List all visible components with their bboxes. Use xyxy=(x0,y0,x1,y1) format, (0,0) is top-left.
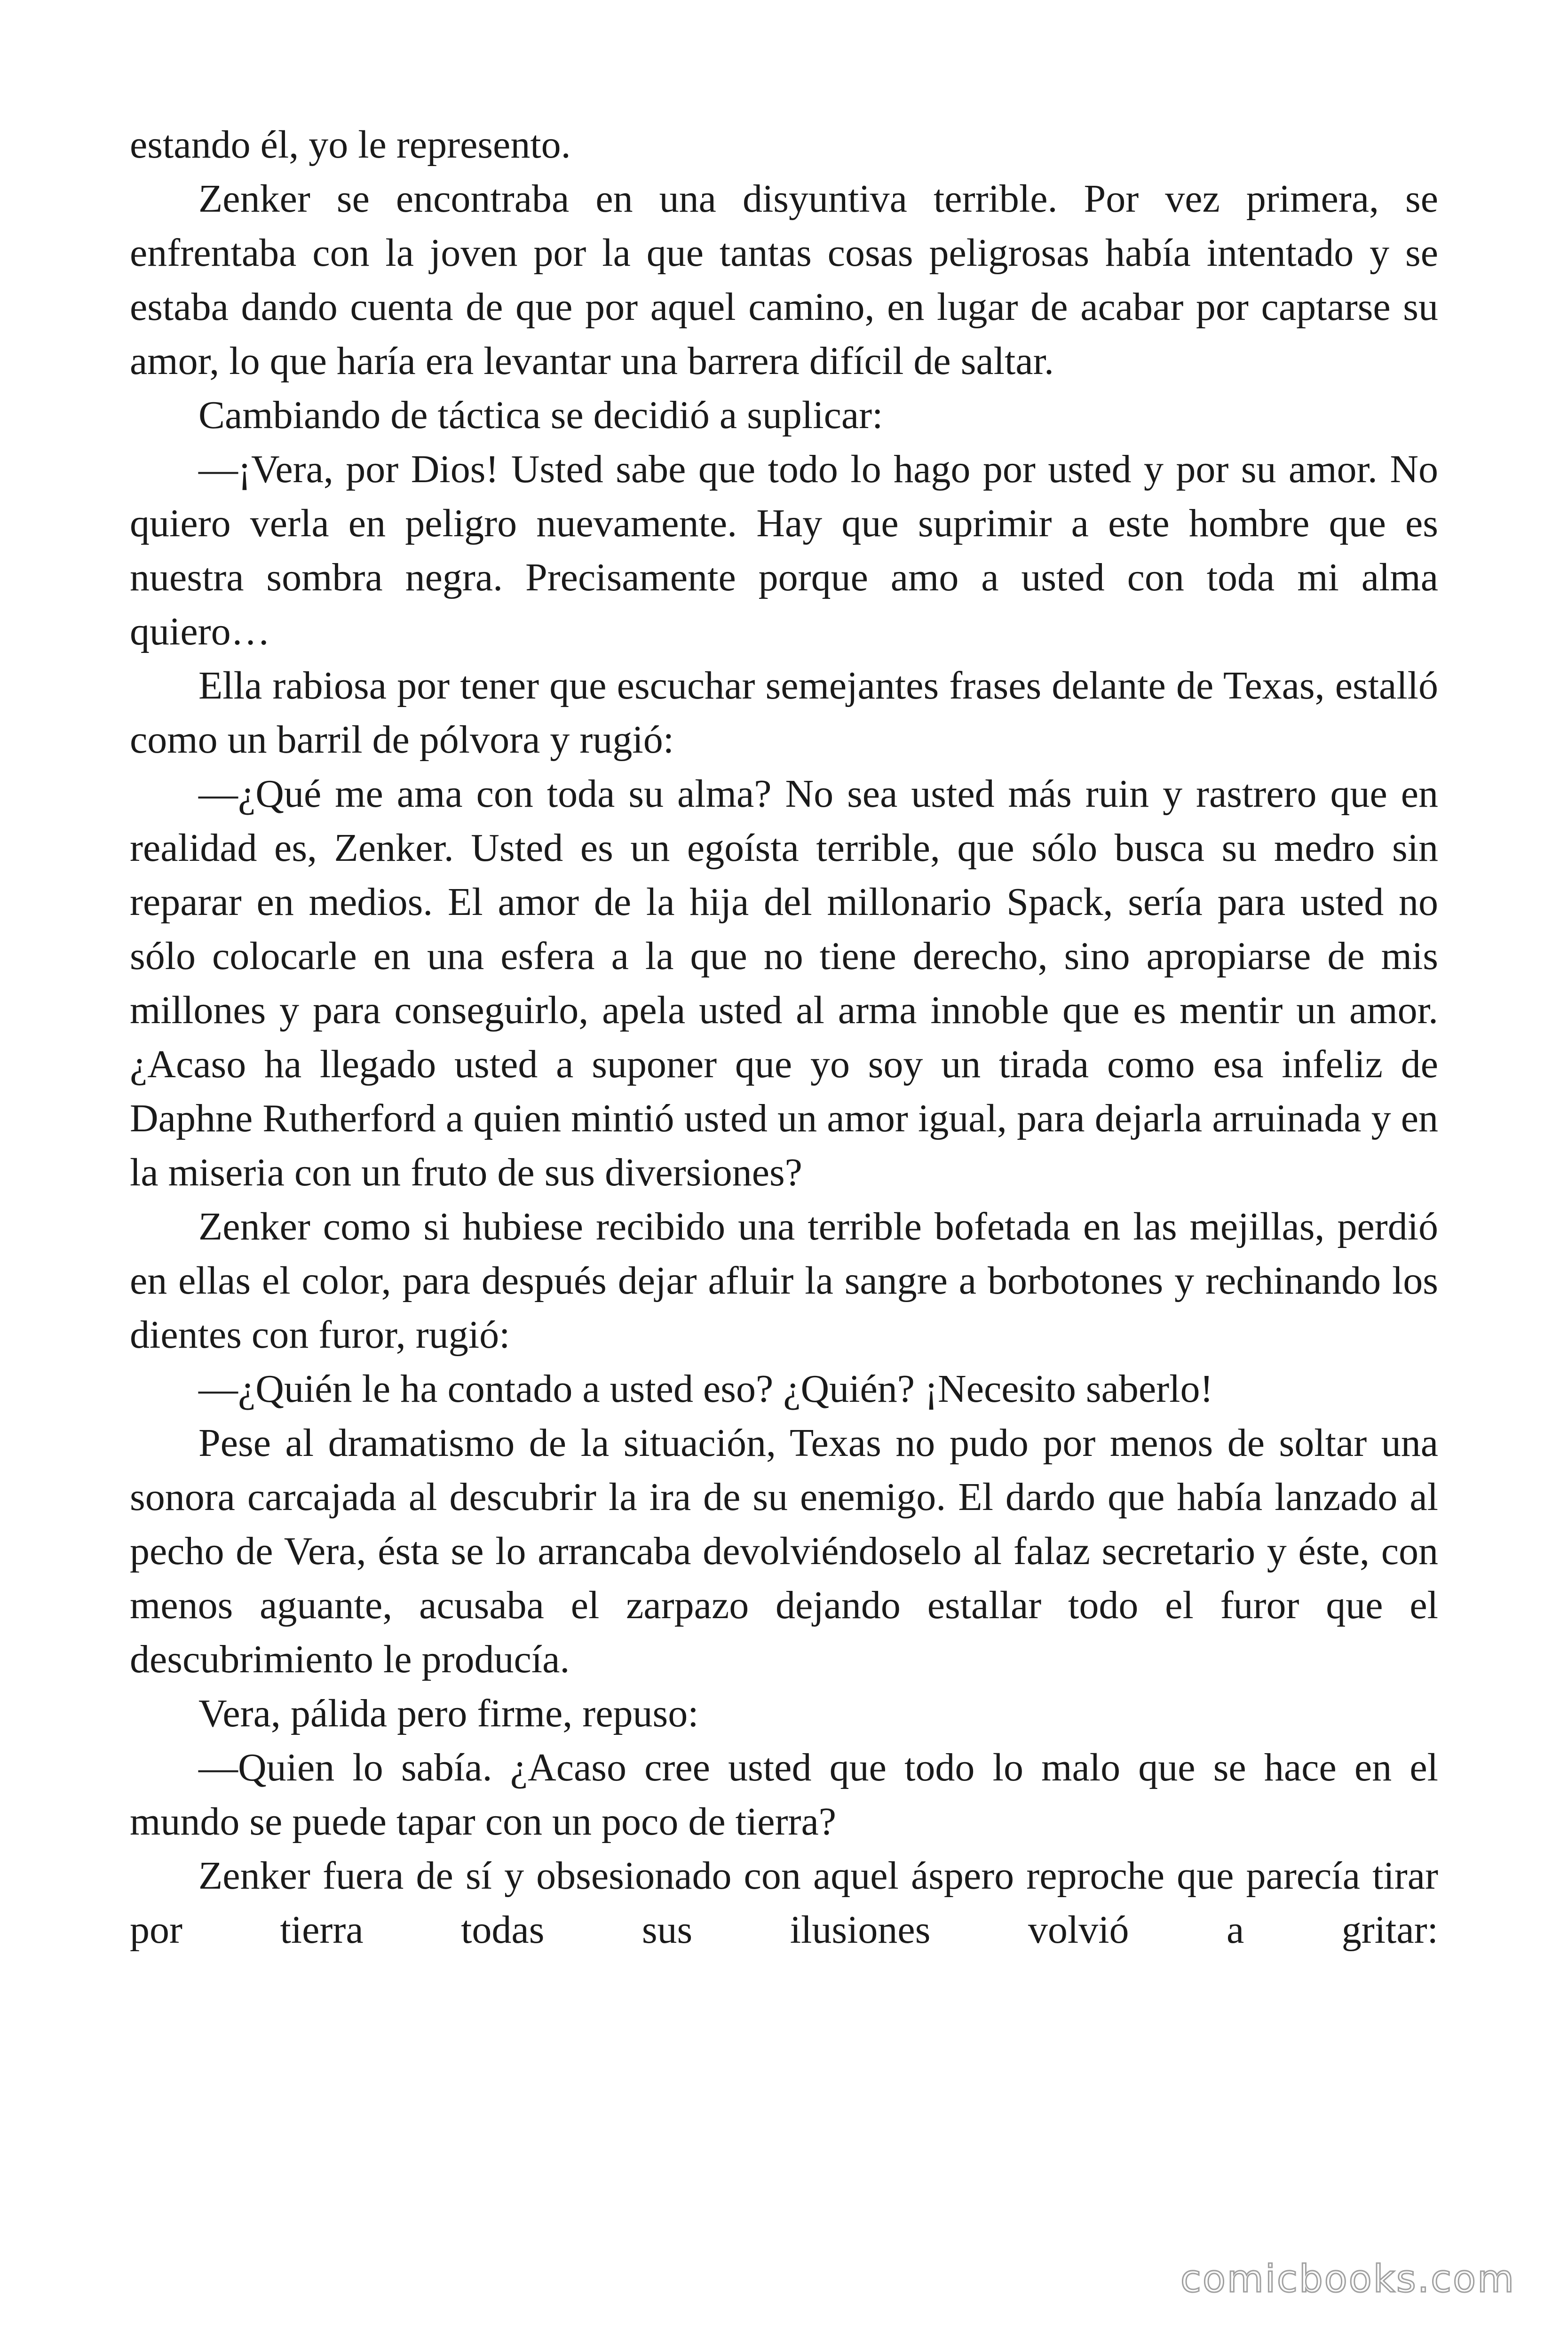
dialogue-paragraph: —¿Quién le ha contado a usted eso? ¿Quién? ¡Necesito saberlo! xyxy=(198,1367,1213,1411)
paragraph: Pese al dramatismo de la situación, Texas no pudo por menos de soltar una sonora carcajada al descubrir la ira de su enemigo. El dardo que había lanzado al pecho de Vera, ésta se lo arrancaba devolviéndoselo al falaz secretario y éste, con menos aguante, acusaba el zarpazo dejando estallar todo el furor que el descubrimiento le producía. xyxy=(130,1421,1438,1681)
paragraph: Zenker se encontraba en una disyuntiva terrible. Por vez primera, se enfrentaba con la joven por la que tantas cosas peligrosas había intentado y se estaba dando cuenta de que por aquel camino, en lugar de acabar por captarse su amor, lo que haría era levantar una barrera difícil de saltar. xyxy=(130,177,1438,383)
paragraph: Zenker fuera de sí y obsesionado con aquel áspero reproche que parecía tirar por tierra todas sus ilusiones volvió a gritar: xyxy=(130,1854,1438,1952)
dialogue-paragraph: —Quien lo sabía. ¿Acaso cree usted que todo lo malo que se hace en el mundo se puede tapar con un poco de tierra? xyxy=(130,1746,1438,1843)
watermark: comicbooks.com xyxy=(1180,2257,1515,2301)
paragraph: Vera, pálida pero firme, repuso: xyxy=(198,1692,699,1735)
paragraph: Ella rabiosa por tener que escuchar semejantes frases delante de Texas, estalló como un barril de pólvora y rugió: xyxy=(130,664,1438,762)
dialogue-paragraph: —¡Vera, por Dios! Usted sabe que todo lo hago por usted y por su amor. No quiero verla en peligro nuevamente. Hay que suprimir a este hombre que es nuestra sombra negra. Precisamente porque amo a usted con toda mi alma quiero… xyxy=(130,447,1438,653)
paragraph-continuation: estando él, yo le represento. xyxy=(130,123,571,167)
page-text xyxy=(130,118,1438,1957)
paragraph: Zenker como si hubiese recibido una terrible bofetada en las mejillas, perdió en ellas el color, para después dejar afluir la sangre a borbotones y rechinando los dientes con furor, rugió: xyxy=(130,1205,1438,1357)
dialogue-paragraph: —¿Qué me ama con toda su alma? No sea usted más ruin y rastrero que en realidad es, Zenker. Usted es un egoísta terrible, que sólo busca su medro sin reparar en medios. El amor de la hija del millonario Spack, sería para usted no sólo colocarle en una esfera a la que no tiene derecho, sino apropiarse de mis millones y para conseguirlo, apela usted al arma innoble que es mentir un amor. ¿Acaso ha llegado usted a suponer que yo soy un tirada como esa infeliz de Daphne Rutherford a quien mintió usted un amor igual, para dejarla arruinada y en la miseria con un fruto de sus diversiones? xyxy=(130,772,1438,1194)
paragraph: Cambiando de táctica se decidió a suplicar: xyxy=(198,393,883,437)
